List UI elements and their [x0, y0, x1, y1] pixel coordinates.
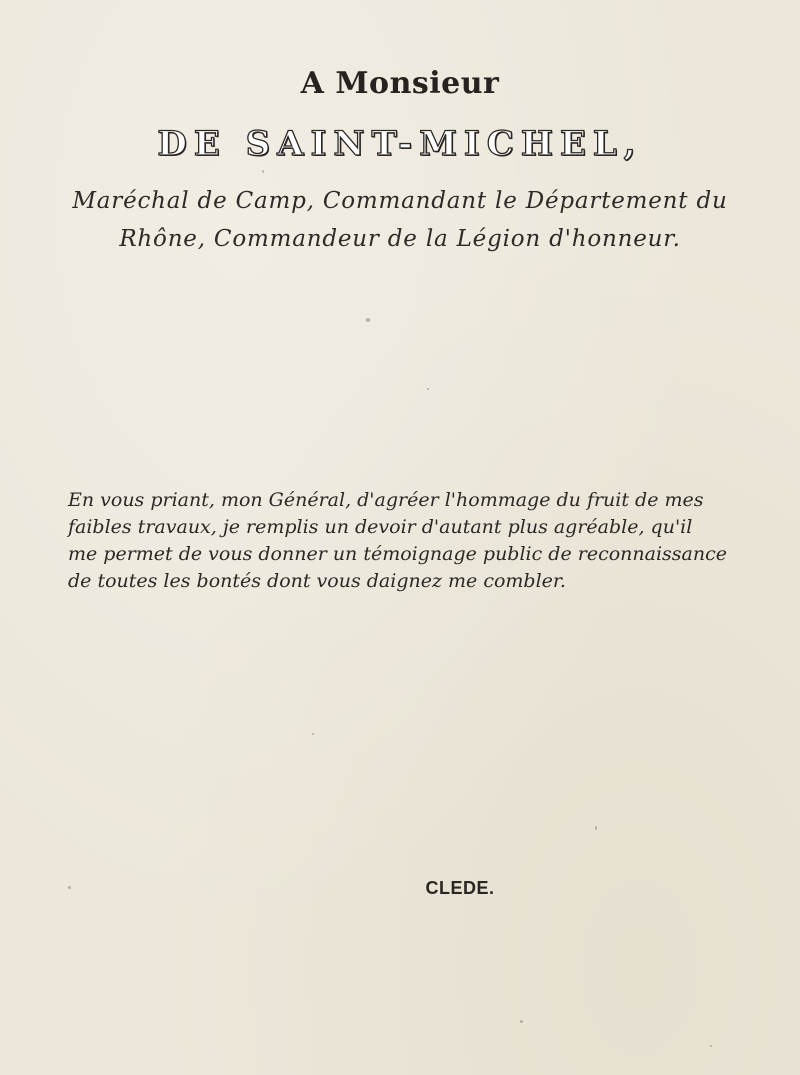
paper-speck: [312, 733, 314, 735]
paper-speck: [366, 318, 370, 322]
dedication-line: En vous priant, mon Général, d'agréer l'hommage du fruit de mes: [68, 489, 704, 511]
dedication-text: [68, 487, 748, 595]
paper-speck: [595, 826, 597, 830]
paper-speck: [68, 886, 71, 889]
dedication-line: de toutes les bontés dont vous daignez me combler.: [68, 570, 566, 592]
paper-speck: [427, 388, 429, 390]
recipient-titles-line-1: Maréchal de Camp, Commandant le Département du: [72, 188, 728, 214]
paper-speck: [520, 1020, 523, 1023]
recipient-name: DE SAINT-MICHEL,: [157, 124, 643, 164]
author-signature: CLEDE.: [425, 878, 495, 898]
dedication-line: faibles travaux, je remplis un devoir d'autant plus agréable, qu'il: [68, 516, 693, 538]
paper-speck: [262, 170, 264, 173]
recipient-titles-line-2: Rhône, Commandeur de la Légion d'honneur.: [119, 226, 681, 252]
dedication-line: me permet de vous donner un témoignage public de reconnaissance: [68, 543, 727, 565]
addressee-heading: A Monsieur: [300, 66, 500, 101]
paper-speck: [710, 1045, 712, 1047]
